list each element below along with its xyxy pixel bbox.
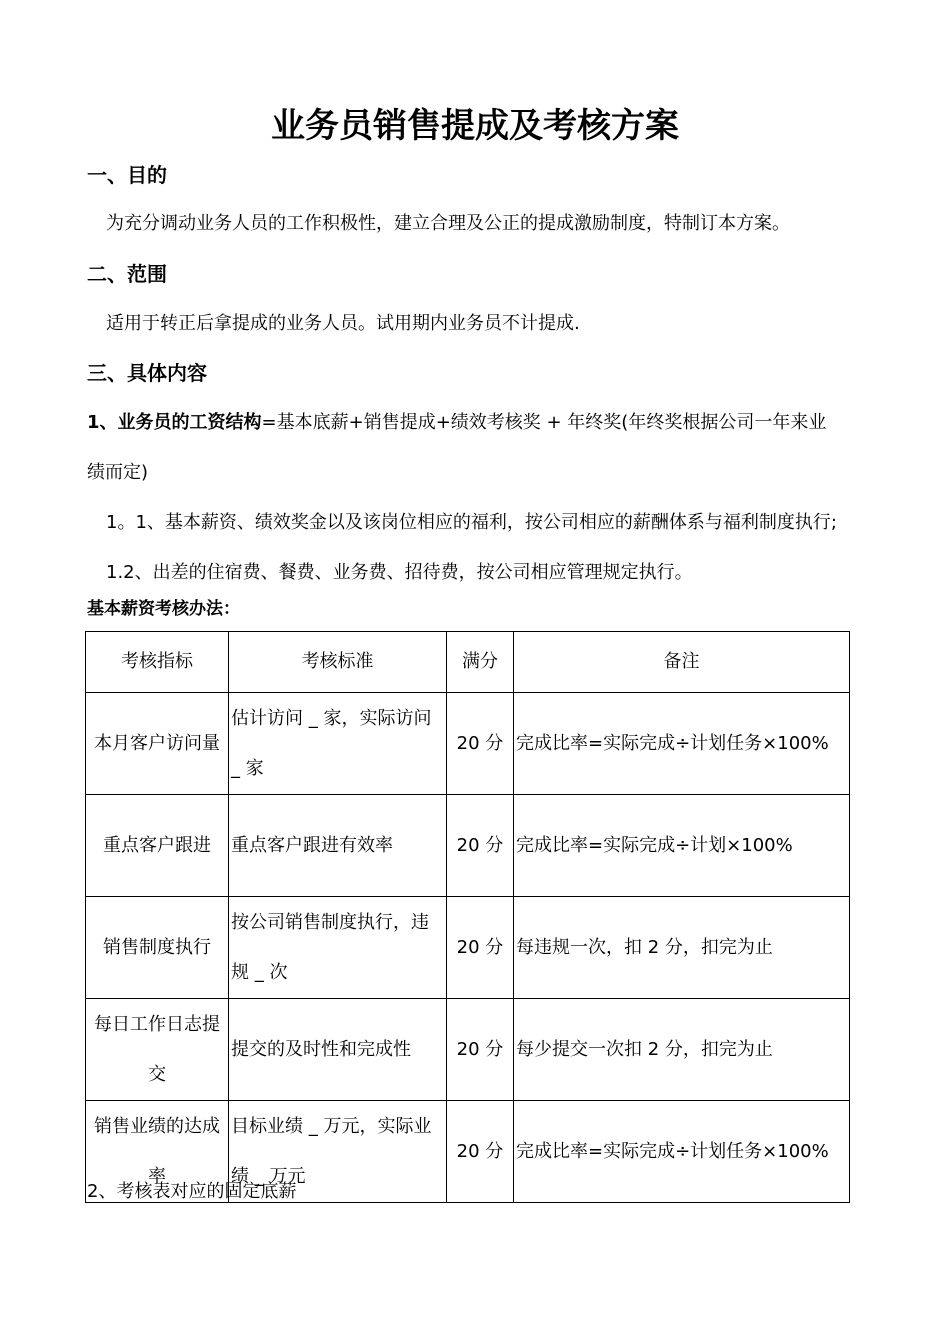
salary-structure-formula: =基本底薪+销售提成+绩效考核奖 + 年终奖(年终奖根据公司一年来业 [261,412,827,433]
cell-score: 20 分 [447,1101,514,1203]
table-header-score: 满分 [447,632,514,693]
section-text-purpose: 为充分调动业务人员的工作积极性，建立合理及公正的提成激励制度，特制订本方案。 [106,213,790,234]
cell-note: 每少提交一次扣 2 分，扣完为止 [514,999,850,1101]
cell-score: 20 分 [447,999,514,1101]
table-header-indicator: 考核指标 [86,632,229,693]
cell-indicator: 重点客户跟进 [86,795,229,897]
cell-standard: 目标业绩 _ 万元，实际业绩 _ 万元 [229,1101,447,1203]
cell-score: 20 分 [447,693,514,795]
table-row [86,795,850,897]
cell-note: 完成比率=实际完成÷计划任务×100% [514,693,850,795]
salary-structure-label: 1、业务员的工资结构 [87,412,262,433]
salary-structure-line [87,408,826,438]
table-caption: 基本薪资考核办法： [87,599,240,619]
cell-indicator: 每日工作日志提交 [86,999,229,1101]
subclause-1-2: 1.2、出差的住宿费、餐费、业务费、招待费，按公司相应管理规定执行。 [106,562,693,583]
document-title: 业务员销售提成及考核方案 [271,106,679,146]
salary-structure-line-2: 绩而定) [87,462,149,483]
cell-note: 完成比率=实际完成÷计划任务×100% [514,1101,850,1203]
table-header-note: 备注 [514,632,850,693]
cell-note: 每违规一次，扣 2 分，扣完为止 [514,897,850,999]
cell-indicator: 销售业绩的达成率 [86,1101,229,1203]
cell-standard: 重点客户跟进有效率 [229,795,447,897]
cell-score: 20 分 [447,897,514,999]
assessment-table [85,631,850,1203]
cell-score: 20 分 [447,795,514,897]
table-row [86,999,850,1101]
subclause-1-1: 1。1、基本薪资、绩效奖金以及该岗位相应的福利，按公司相应的薪酬体系与福利制度执行; [106,512,837,533]
cell-standard: 估计访问 _ 家，实际访问 _ 家 [229,693,447,795]
cell-indicator: 销售制度执行 [86,897,229,999]
table-row [86,897,850,999]
section-text-scope: 适用于转正后拿提成的业务人员。试用期内业务员不计提成. [106,313,580,334]
cell-standard: 按公司销售制度执行，违规 _ 次 [229,897,447,999]
fixed-base-salary-heading: 2、考核表对应的固定底薪 [87,1181,297,1202]
cell-standard: 提交的及时性和完成性 [229,999,447,1101]
section-heading-purpose: 一、目的 [87,163,167,187]
table-row [86,693,850,795]
table-header-standard: 考核标准 [229,632,447,693]
cell-note: 完成比率=实际完成÷计划×100% [514,795,850,897]
table-header-row [86,632,850,693]
cell-indicator: 本月客户访问量 [86,693,229,795]
section-heading-content: 三、具体内容 [87,361,207,385]
section-heading-scope: 二、范围 [87,262,167,286]
